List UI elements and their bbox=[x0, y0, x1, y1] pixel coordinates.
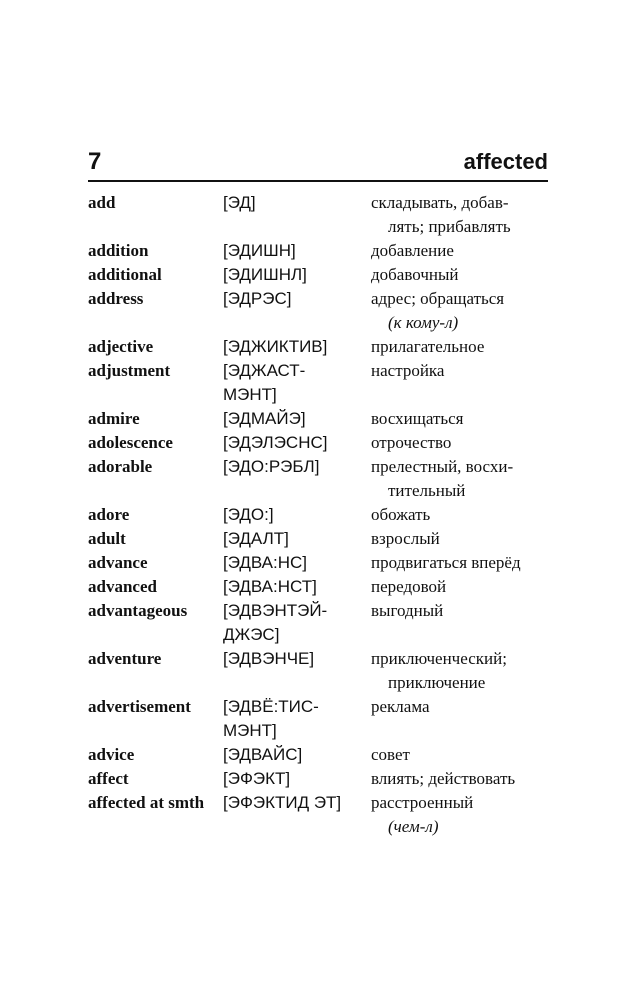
entry-meaning: расстроенный bbox=[371, 793, 474, 812]
entry-meaning-cont: (чем-л) bbox=[388, 817, 439, 836]
entry-meaning: складывать, добав- bbox=[371, 193, 509, 212]
entry-word: adventure bbox=[88, 649, 162, 668]
entry-meaning: продвигаться вперёд bbox=[371, 553, 521, 572]
running-head: affected bbox=[463, 149, 548, 174]
entry-meaning: совет bbox=[371, 745, 410, 764]
entry-word: advanced bbox=[88, 577, 157, 596]
entry-meaning: прилагательное bbox=[371, 337, 485, 356]
entry-word: addition bbox=[88, 241, 149, 260]
entry-transcription: [ЭДАЛТ] bbox=[223, 529, 289, 548]
entry-adjective bbox=[88, 337, 548, 361]
entry-word: affected at smth bbox=[88, 793, 205, 812]
entry-meaning: адрес; обращаться bbox=[371, 289, 505, 308]
entry-word: affect bbox=[88, 769, 129, 788]
entry-transcription: [ЭДЖАСТ- bbox=[223, 361, 306, 380]
entry-transcription: [ЭДМАЙЭ] bbox=[223, 409, 306, 428]
entry-transcription: [ЭДВАЙС] bbox=[223, 745, 303, 764]
entry-transcription: [ЭФЭКТ] bbox=[223, 769, 291, 788]
entry-affect bbox=[88, 769, 548, 793]
entry-meaning: передовой bbox=[371, 577, 447, 596]
entry-meaning: влиять; действовать bbox=[371, 769, 516, 788]
entry-word: adore bbox=[88, 505, 130, 524]
entry-transcription: [ЭДО:РЭБЛ] bbox=[223, 457, 320, 476]
entry-meaning: добавление bbox=[371, 241, 454, 260]
entry-meaning-cont: лять; прибавлять bbox=[388, 217, 511, 236]
entry-transcription: [ЭДРЭС] bbox=[223, 289, 292, 308]
entry-meaning: обожать bbox=[371, 505, 431, 524]
entry-adolescence bbox=[88, 433, 548, 457]
entry-meaning: выгодный bbox=[371, 601, 444, 620]
entry-transcription: [ЭФЭКТИД ЭТ] bbox=[223, 793, 342, 812]
page-header bbox=[88, 148, 548, 176]
entry-word: address bbox=[88, 289, 144, 308]
entry-advantageous bbox=[88, 601, 548, 649]
entry-transcription: [ЭДИШНЛ] bbox=[223, 265, 307, 284]
entry-transcription: [ЭДЖИКТИВ] bbox=[223, 337, 328, 356]
header-rule bbox=[88, 180, 548, 182]
entry-adore bbox=[88, 505, 548, 529]
entry-word: advice bbox=[88, 745, 135, 764]
entry-meaning: восхищаться bbox=[371, 409, 464, 428]
entry-transcription: [ЭДВА:НСТ] bbox=[223, 577, 317, 596]
entry-transcription: [ЭД] bbox=[223, 193, 256, 212]
entry-admire bbox=[88, 409, 548, 433]
entry-word: adjective bbox=[88, 337, 154, 356]
entry-meaning-cont: тительный bbox=[388, 481, 466, 500]
entry-adorable bbox=[88, 457, 548, 505]
entry-meaning: прелестный, восхи- bbox=[371, 457, 514, 476]
entry-transcription: [ЭДВА:НС] bbox=[223, 553, 308, 572]
entry-meaning: отрочество bbox=[371, 433, 452, 452]
entry-affected-at-smth bbox=[88, 793, 548, 841]
entry-word: adolescence bbox=[88, 433, 173, 452]
entry-adjustment bbox=[88, 361, 548, 409]
entry-address bbox=[88, 289, 548, 337]
entry-word: add bbox=[88, 193, 116, 212]
entry-transcription: [ЭДВЭНЧЕ] bbox=[223, 649, 315, 668]
entry-advanced bbox=[88, 577, 548, 601]
entry-transcription: [ЭДВЁ:ТИС- bbox=[223, 697, 319, 716]
entry-advice bbox=[88, 745, 548, 769]
entry-word: admire bbox=[88, 409, 140, 428]
entry-word: advantageous bbox=[88, 601, 188, 620]
entry-word: adorable bbox=[88, 457, 153, 476]
entry-word: additional bbox=[88, 265, 162, 284]
entry-meaning: реклама bbox=[371, 697, 430, 716]
entry-meaning: настройка bbox=[371, 361, 445, 380]
entry-transcription-cont: МЭНТ] bbox=[223, 721, 277, 740]
entry-transcription: [ЭДЭЛЭСНС] bbox=[223, 433, 328, 452]
entry-transcription-cont: ДЖЭС] bbox=[223, 625, 280, 644]
entry-advertisement bbox=[88, 697, 548, 745]
entry-meaning: добавочный bbox=[371, 265, 459, 284]
entry-add bbox=[88, 193, 548, 241]
entry-meaning-cont: приключение bbox=[388, 673, 486, 692]
entry-meaning-cont: (к кому-л) bbox=[388, 313, 459, 332]
entry-adventure bbox=[88, 649, 548, 697]
entry-additional bbox=[88, 265, 548, 289]
entry-meaning: приключенческий; bbox=[371, 649, 507, 668]
entry-adult bbox=[88, 529, 548, 553]
entry-word: adult bbox=[88, 529, 126, 548]
entry-transcription-cont: МЭНТ] bbox=[223, 385, 277, 404]
entry-transcription: [ЭДИШН] bbox=[223, 241, 296, 260]
entry-advance bbox=[88, 553, 548, 577]
entry-meaning: взрослый bbox=[371, 529, 440, 548]
page-number: 7 bbox=[88, 148, 102, 175]
entry-addition bbox=[88, 241, 548, 265]
entry-word: advance bbox=[88, 553, 148, 572]
entry-word: advertisement bbox=[88, 697, 191, 716]
entry-transcription: [ЭДО:] bbox=[223, 505, 274, 524]
entry-transcription: [ЭДВЭНТЭЙ- bbox=[223, 601, 328, 620]
entry-list bbox=[88, 193, 548, 841]
entry-word: adjustment bbox=[88, 361, 171, 380]
